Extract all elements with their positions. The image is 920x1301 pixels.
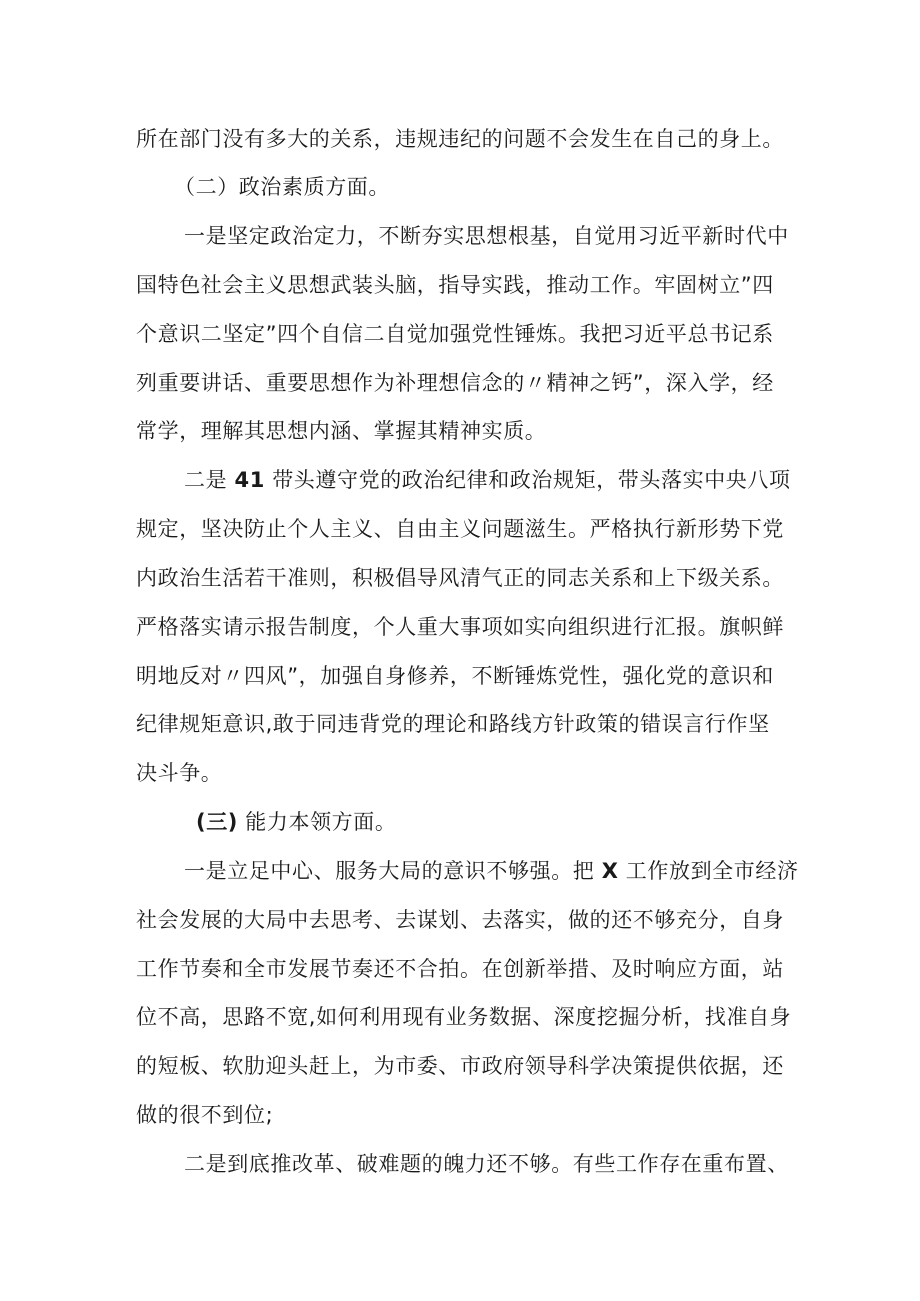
paragraph-line: 明地反对〃四风”，加强自身修养，不断锤炼党性，强化党的意识和 — [136, 664, 774, 688]
paragraph-line: 做的很不到位; — [136, 1103, 274, 1127]
paragraph-line: 的短板、软肋迎头赶上，为市委、市政府领导科学决策提供依据，还 — [136, 1054, 784, 1078]
section-heading-2: （二）政治素质方面。 — [174, 175, 390, 199]
paragraph-line — [184, 861, 799, 882]
section-heading-3 — [196, 812, 396, 833]
paragraph-line: 决斗争。 — [136, 761, 223, 785]
paragraph-line: 列重要讲话、重要思想作为补理想信念的〃精神之钙”，深入学，经 — [136, 371, 774, 395]
bold-letter: X — [601, 859, 619, 883]
text-segment: 二是 — [184, 468, 228, 492]
paragraph-line — [184, 470, 791, 491]
paragraph-line: 所在部门没有多大的关系，违规违纪的问题不会发生在自己的身上。 — [136, 127, 784, 151]
paragraph-line: 位不高，思路不宽,如何利用现有业务数据、深度挖掘分析，找准自身 — [136, 1005, 792, 1029]
paragraph-line: 常学，理解其思想内涵、掌握其精神实质。 — [136, 419, 547, 443]
paragraph-line: 国特色社会主义思想武装头脑，指导实践，推动工作。牢固树立”四 — [136, 273, 774, 297]
paragraph-line: 个意识二坚定”四个自信二自觉加强党性锤炼。我把习近平总书记系 — [136, 322, 774, 346]
paragraph-line: 内政治生活若干准则，积极倡导风清气正的同志关系和上下级关系。 — [136, 566, 784, 590]
text-segment: 带头遵守党的政治纪律和政治规矩，带头落实中央八项 — [272, 468, 791, 492]
paragraph-line: 社会发展的大局中去思考、去谋划、去落实，做的还不够充分，自身 — [136, 908, 784, 932]
section-title: 能力本领方面。 — [245, 810, 397, 834]
bold-number: 41 — [234, 468, 265, 492]
paragraph-line: 一是坚定政治定力，不断夯实思想根基，自觉用习近平新时代中 — [184, 224, 789, 248]
paragraph-line: 纪律规矩意识,敢于同违背党的理论和路线方针政策的错误言行作坚 — [136, 712, 770, 736]
paragraph-line: 规定，坚决防止个人主义、自由主义问题滋生。严格执行新形势下党 — [136, 517, 784, 541]
paragraph-line: 严格落实请示报告制度，个人重大事项如实向组织进行汇报。旗帜鲜 — [136, 615, 784, 639]
text-segment: 工作放到全市经济 — [625, 859, 799, 883]
paragraph-line: 二是到底推改革、破难题的魄力还不够。有些工作存在重布置、 — [184, 1152, 789, 1176]
paragraph-line: 工作节奏和全市发展节奏还不合拍。在创新举措、及时响应方面，站 — [136, 957, 784, 981]
section-number: (三) — [196, 810, 238, 834]
text-segment: 一是立足中心、服务大局的意识不够强。把 — [184, 859, 595, 883]
